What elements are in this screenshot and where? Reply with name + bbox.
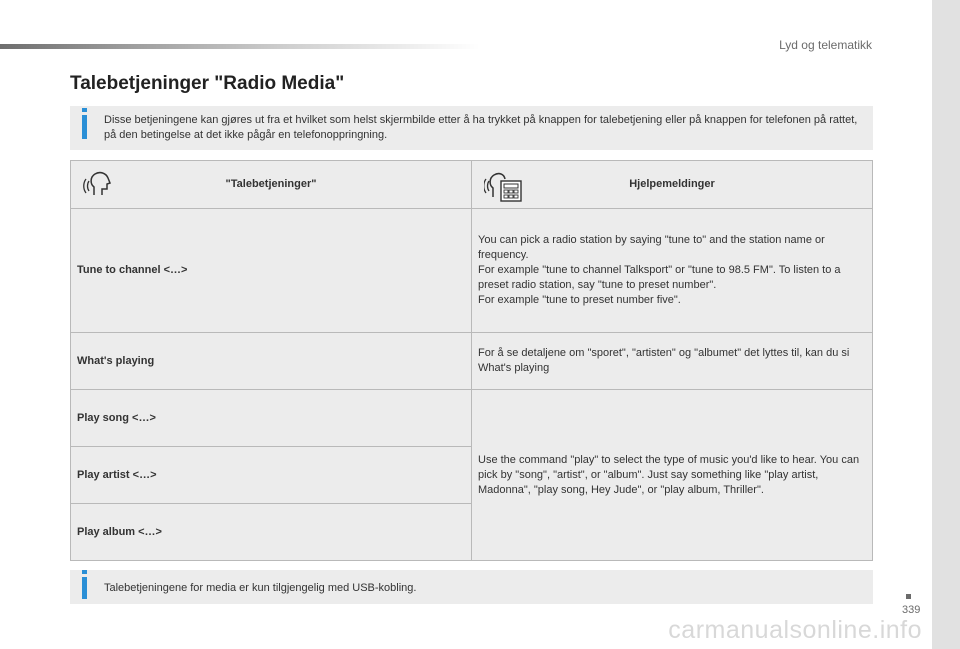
help-cell: For å se detaljene om "sporet", "artisten" og "albumet" det lyttes til, kan du si What's playing [472, 333, 873, 390]
help-messages-header-label: Hjelpemeldinger [629, 178, 715, 190]
help-line: For example "tune to channel Talksport" or "tune to 98.5 FM". To listen to a preset radio station, say "tune to preset number". [478, 264, 841, 291]
page-title: Talebetjeninger "Radio Media" [70, 73, 345, 94]
help-line: You can pick a radio station by saying "tune to" and the station name or frequency. [478, 234, 825, 261]
table-row [71, 333, 873, 390]
watermark: carmanualsonline.info [668, 616, 922, 644]
section-name: Lyd og telematikk [779, 38, 872, 52]
help-cell [472, 209, 873, 333]
page-marker [906, 594, 911, 599]
intro-text: Disse betjeningene kan gjøres ut fra et hvilket som helst skjermbilde etter å ha trykket på knappen for talebetjening eller på knappen for telefonen på rattet, på den betingelse at det ikke pågår en telefonoppringning. [104, 114, 858, 141]
info-icon [82, 577, 87, 599]
table-row [71, 390, 873, 447]
page-edge-strip [932, 0, 960, 649]
command-cell: Play song <…> [71, 390, 472, 447]
voice-commands-header-label: "Talebetjeninger" [225, 178, 317, 190]
info-icon [82, 115, 87, 139]
help-line: For example "tune to preset number five". [478, 294, 681, 306]
command-cell: Tune to channel <…> [71, 209, 472, 333]
page-number: 339 [902, 604, 921, 616]
note-text: Talebetjeningene for media er kun tilgjengelig med USB-kobling. [104, 582, 417, 594]
command-cell: Play album <…> [71, 504, 472, 561]
table-header-help-messages [472, 161, 873, 209]
note-info-box [70, 570, 873, 604]
table-header-voice-commands [71, 161, 472, 209]
table-header-row [71, 161, 873, 209]
voice-command-icon [83, 169, 117, 201]
table-row [71, 209, 873, 333]
intro-info-box [70, 106, 873, 150]
command-cell: What's playing [71, 333, 472, 390]
command-cell: Play artist <…> [71, 447, 472, 504]
play-help-cell: Use the command "play" to select the type of music you'd like to hear. You can pick by "song", "artist", or "album". Just say something like "play artist, Madonna", "play song, Hey Jude", or "play album, Thriller". [472, 390, 873, 561]
voice-help-icon [484, 169, 524, 203]
voice-commands-table [70, 160, 873, 561]
header-rule [0, 44, 480, 49]
